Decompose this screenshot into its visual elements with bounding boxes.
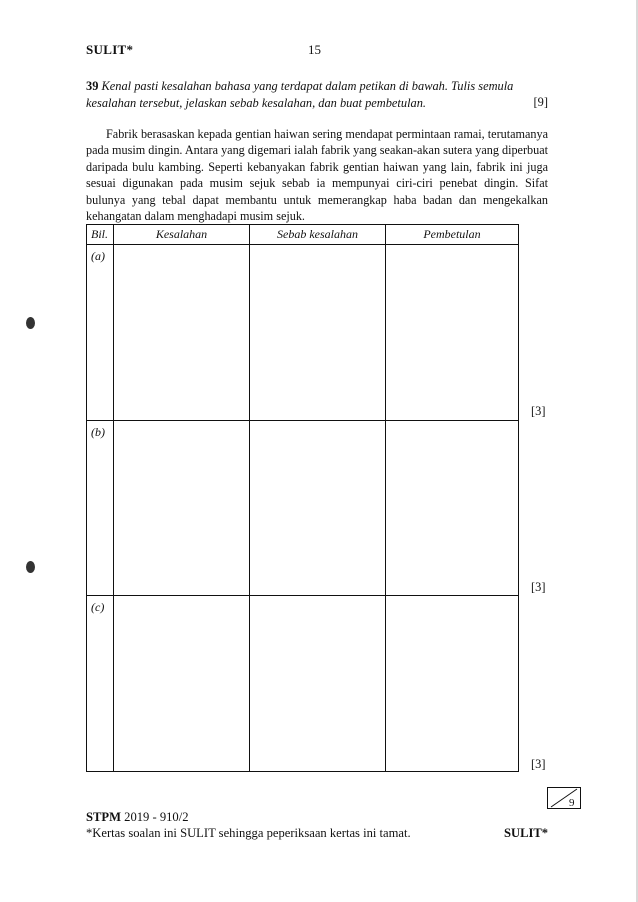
question-number: 39: [86, 79, 99, 93]
answer-cell-kesalahan-c[interactable]: [114, 596, 250, 772]
passage-text: Fabrik berasaskan kepada gentian haiwan sering mendapat permintaan ramai, terutamanya pada musim dingin. Antara yang digemari ialah fabrik yang seakan-akan sutera yang diperbuat daripada bulu kambing. Seperti kebanyakan fabrik gentian haiwan yang lain, fabrik ini juga sesuai digunakan pada musim sejuk sebab ia mempunyai ciri-ciri penebat dingin. Sifat bulunya yang tebal dapat membantu untuk memerangkap haba badan dan mengekalkan kehangatan dalam menghadapi musim sejuk.: [86, 127, 548, 224]
row-label-a: (a): [91, 249, 105, 263]
question-instruction: Kenal pasti kesalahan bahasa yang terdapat dalam petikan di bawah. Tulis semula kesalahan tersebut, jelaskan sebab kesalahan, dan buat pembetulan.: [86, 79, 514, 110]
answer-cell-pembetulan-b[interactable]: [386, 420, 519, 596]
row-label-cell: [87, 245, 114, 421]
footer-note: *Kertas soalan ini SULIT sehingga peperiksaan kertas ini tamat.: [86, 826, 411, 840]
answer-cell-sebab-b[interactable]: [250, 420, 386, 596]
table-row: [87, 596, 519, 772]
marks-row-a: [3]: [531, 404, 546, 418]
header-bil: Bil.: [87, 225, 114, 245]
header-sulit: SULIT*: [86, 42, 134, 57]
footer-sulit: SULIT*: [504, 826, 549, 840]
score-box: [547, 787, 581, 809]
footer-code: [86, 810, 189, 825]
scan-speck: [26, 561, 35, 573]
footer-code-rest: 2019 - 910/2: [124, 810, 189, 824]
row-label-c: (c): [91, 600, 105, 615]
header-sebab-kesalahan: Sebab kesalahan: [250, 225, 386, 245]
table-row: [87, 420, 519, 596]
answer-cell-sebab-c[interactable]: [250, 596, 386, 772]
marks-row-b: [3]: [531, 580, 546, 594]
answer-cell-pembetulan-c[interactable]: [386, 596, 519, 772]
question-marks: [9]: [533, 95, 548, 109]
marks-row-c: [3]: [531, 757, 546, 771]
header-pembetulan: Pembetulan: [386, 225, 519, 245]
answer-table: [86, 224, 519, 772]
page-number: 15: [308, 42, 321, 57]
row-label-cell: [87, 596, 114, 772]
table-header-row: [87, 225, 519, 245]
row-label-b: (b): [91, 424, 105, 439]
score-box-total: 9: [569, 797, 575, 809]
footer-code-stpm: STPM: [86, 810, 121, 824]
table-row: [87, 245, 519, 421]
answer-cell-sebab-a[interactable]: [250, 245, 386, 421]
answer-cell-kesalahan-a[interactable]: [114, 245, 250, 421]
scan-speck: [26, 317, 35, 329]
answer-cell-kesalahan-b[interactable]: [114, 420, 250, 596]
answer-cell-pembetulan-a[interactable]: [386, 245, 519, 421]
row-label-cell: [87, 420, 114, 596]
header-kesalahan: Kesalahan: [114, 225, 250, 245]
question-block: [86, 78, 546, 112]
